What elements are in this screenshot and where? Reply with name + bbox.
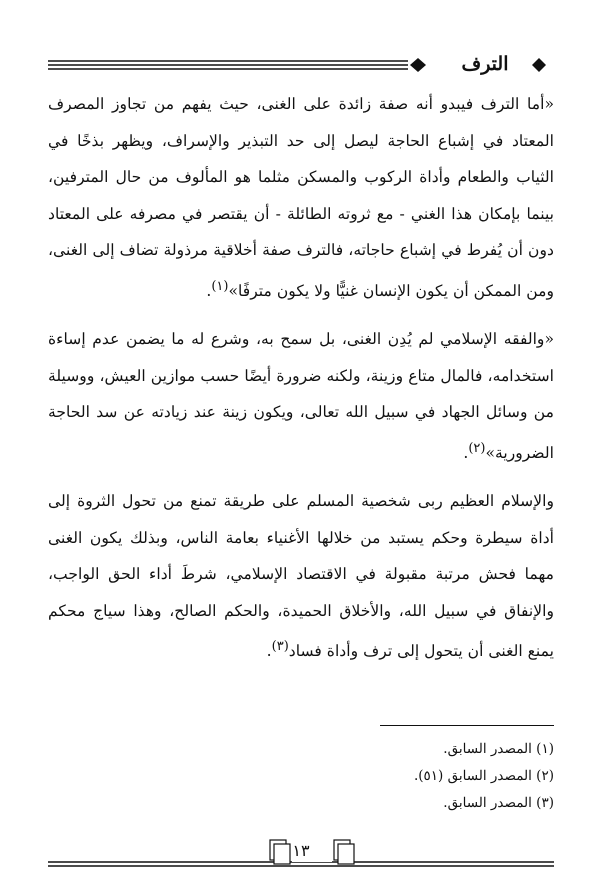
footnote-2: (٢) المصدر السابق (٥١). xyxy=(413,768,554,784)
page-footer xyxy=(48,838,554,872)
footnote-separator xyxy=(380,725,554,726)
paragraph-1: «أما الترف فيبدو أنه صفة زائدة على الغنى، حيث يفهم من تجاوز المصرف المعتاد في إشباع الحاجة ليصل إلى حد التبذير والإسراف، ويظهر بذخًا في الثياب والطعام وأداة الركوب والمسكن مثلما هو المألوف من حال المترفين، بينما بإمكان هذا الغني - مع ثروته الطائلة - أن يقتصر في مصرفه على المعتاد دون أن يُفرط في إشباع حاجاته، فالترف صفة أخلاقية مرذولة تضاف إلى الغنى، ومن الممكن أن يكون الإنسان غنيًّا ولا يكون مترفًا»$^{(١)}$. xyxy=(48,95,554,300)
footnote-3: (٣) المصدر السابق. xyxy=(443,795,554,811)
running-title: الترف xyxy=(461,53,509,75)
paragraph-2-text: «والفقه الإسلامي لم يُدِن الغنى، بل سمح به، وشرع له ما يضمن عدم إساءة استخدامه، فالمال متاع وزينة، ولكنه ضرورة أيضًا حسب موازين العيش، ووسيلة من وسائل الجهاد في سبيل الله تعالى، ويكون زينة عند زيادته عن سد الحاجة الضرورية» xyxy=(48,330,554,462)
paragraph-3: والإسلام العظيم ربى شخصية المسلم على طريقة تمنع من تحول الثروة إلى أداة سيطرة وحكم يستبد من خلالها الأغنياء بعامة الناس، وبذلك يكون الغنى مهما فحش مرتبة مقبولة في الاقتصاد الإسلامي، شرطَ أداء الحق الواجب، والإنفاق في سبيل الله، والأخلاق الحميدة، والحكم الصالح، وهذا سياج محكم يمنع الغنى أن يتحول إلى ترف وأداة فساد$^{(٣)}$. xyxy=(48,492,554,661)
paragraph-1-text: «أما الترف فيبدو أنه صفة زائدة على الغنى، حيث يفهم من تجاوز المصرف المعتاد في إشباع الحاجة ليصل إلى حد التبذير والإسراف، ويظهر بذخًا في الثياب والطعام وأداة الركوب والمسكن مثلما هو المألوف من حال المترفين، بينما بإمكان هذا الغني - مع ثروته الطائلة - أن يقتصر في مصرفه على المعتاد دون أن يُفرط في إشباع حاجاته، فالترف صفة أخلاقية مرذولة تضاف إلى الغنى، ومن الممكن أن يكون الإنسان غنيًّا ولا يكون مترفًا» xyxy=(48,95,554,300)
main-text xyxy=(48,86,554,682)
footnote-1: (١) المصدر السابق. xyxy=(443,741,554,757)
footnote-ref-2: (٢) xyxy=(468,440,486,456)
footnotes xyxy=(48,736,554,817)
page-header xyxy=(48,44,554,84)
page-number: ١٣ xyxy=(292,841,310,860)
paragraph-2: «والفقه الإسلامي لم يُدِن الغنى، بل سمح به، وشرع له ما يضمن عدم إساءة استخدامه، فالمال متاع وزينة، ولكنه ضرورة أيضًا حسب موازين العيش، ووسيلة من وسائل الجهاد في سبيل الله تعالى، ويكون زينة عند زيادته عن سد الحاجة الضرورية»$^{(٢)}$. xyxy=(48,330,554,462)
footnote-ref-1: (١) xyxy=(211,278,229,294)
paragraph-3-text: والإسلام العظيم ربى شخصية المسلم على طريقة تمنع من تحول الثروة إلى أداة سيطرة وحكم يستبد من خلالها الأغنياء بعامة الناس، وبذلك يكون الغنى مهما فحش مرتبة مقبولة في الاقتصاد الإسلامي، شرطَ أداء الحق الواجب، والإنفاق في سبيل الله، والأخلاق الحميدة، والحكم الصالح، وهذا سياج محكم يمنع الغنى أن يتحول إلى ترف وأداة فساد xyxy=(48,492,554,661)
footnote-ref-3: (٣) xyxy=(271,639,289,655)
